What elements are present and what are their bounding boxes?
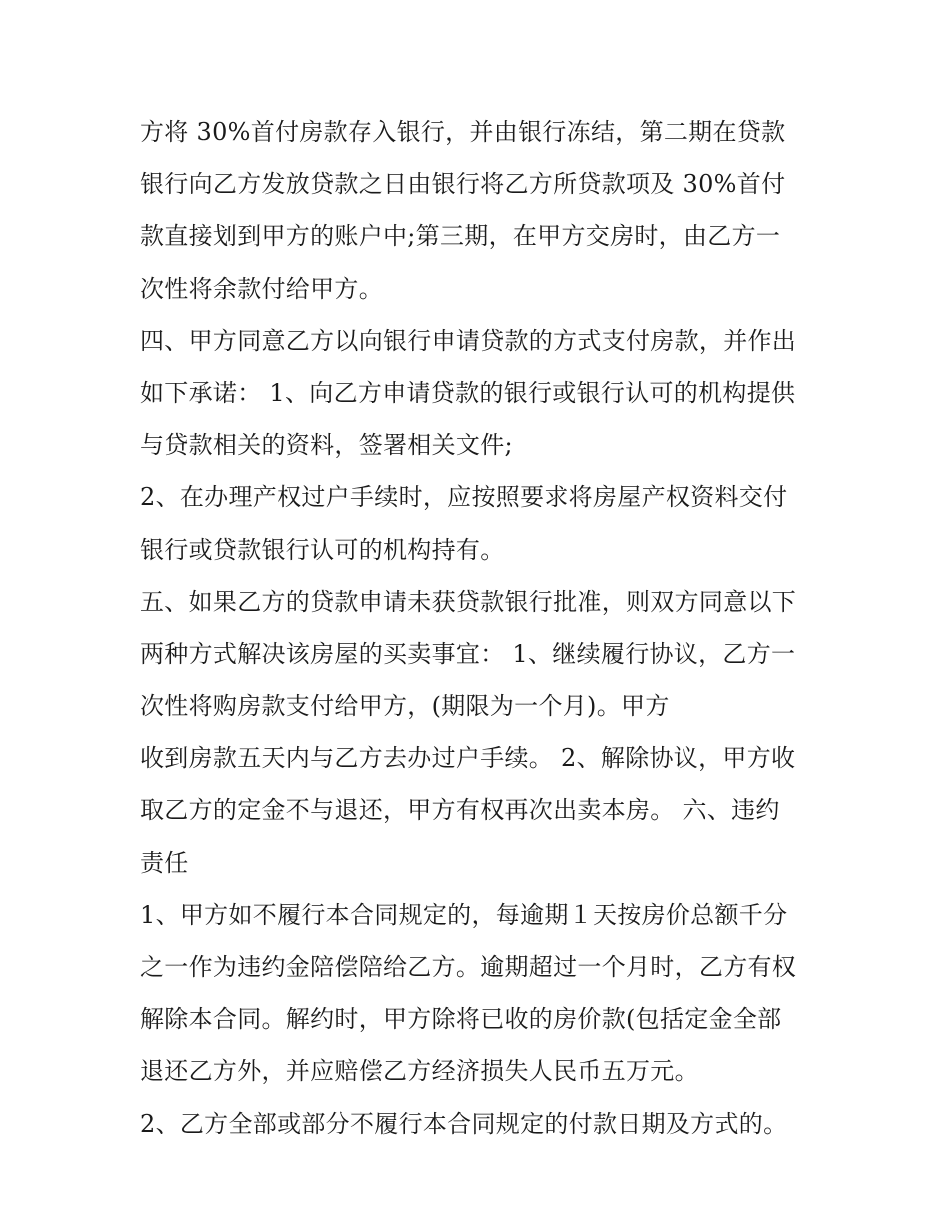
text-line: 1、甲方如不履行本合同规定的，每逾期１天按房价总额千分 — [140, 900, 788, 929]
text-line: 方将 30%首付房款存入银行，并由银行冻结，第二期在贷款 — [140, 118, 786, 146]
clause-five-heading-line: 五、如果乙方的贷款申请未获贷款银行批准，则双方同意以下 — [140, 587, 797, 616]
text-line: 退还乙方外，并应赔偿乙方经济损失人民币五万元。 — [140, 1057, 699, 1086]
text-line: 解除本合同。解约时，甲方除将已收的房价款(包括定金全部 — [140, 1005, 782, 1034]
text-line: 2、在办理产权过户手续时，应按照要求将房屋产权资料交付 — [140, 483, 788, 512]
text-line: 取乙方的定金不与退还，甲方有权再次出卖本房。 六、违约 — [140, 796, 780, 825]
text-line: 次性将余款付给甲方。 — [140, 274, 383, 303]
text-line: 银行或贷款银行认可的机构持有。 — [140, 535, 505, 564]
text-line: 次性将购房款支付给甲方，(期限为一个月)。甲方 — [140, 692, 670, 721]
text-line: 收到房款五天内与乙方去办过户手续。 2、解除协议，甲方收 — [140, 744, 796, 773]
contract-text-body — [140, 106, 830, 1150]
text-line: 与贷款相关的资料，签署相关文件; — [140, 431, 513, 460]
text-line: 款直接划到甲方的账户中;第三期，在甲方交房时，由乙方一 — [140, 222, 781, 251]
text-line: 2、乙方全部或部分不履行本合同规定的付款日期及方式的。 — [140, 1109, 788, 1138]
text-line: 责任 — [140, 848, 189, 877]
text-line: 如下承诺： 1、向乙方申请贷款的银行或银行认可的机构提供 — [140, 378, 796, 407]
text-line: 两种方式解决该房屋的买卖事宜： 1、继续履行协议，乙方一 — [140, 639, 796, 668]
clause-four-heading-line: 四、甲方同意乙方以向银行申请贷款的方式支付房款，并作出 — [140, 326, 797, 355]
text-line: 之一作为违约金陪偿陪给乙方。逾期超过一个月时，乙方有权 — [140, 953, 797, 981]
text-line: 银行向乙方发放贷款之日由银行将乙方所贷款项及 30%首付 — [140, 170, 786, 199]
